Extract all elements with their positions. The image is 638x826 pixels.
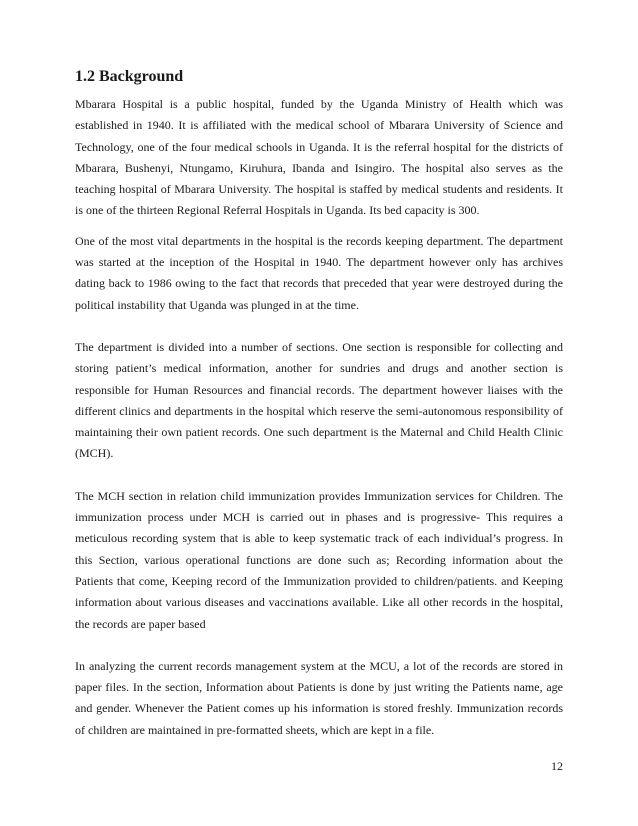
paragraph-spacer (75, 222, 563, 231)
page-number: 12 (551, 759, 563, 773)
paragraph-spacer (75, 316, 563, 337)
paragraph-hospital-overview: Mbarara Hospital is a public hospital, funded by the Uganda Ministry of Health which was established in 1940. It is affiliated with the medical school of Mbarara University of Science and Technology, one of the four medical schools in Uganda. It is the referral hospital for the districts of Mbarara, Bushenyi, Ntungamo, Kiruhura, Ibanda and Isingiro. The hospital also serves as the teaching hospital of Mbarara University. The hospital is staffed by medical students and residents. It is one of the thirteen Regional Referral Hospitals in Uganda. Its bed capacity is 300. (75, 97, 563, 218)
paragraph-spacer (75, 465, 563, 486)
paragraph-spacer (75, 635, 563, 656)
paragraph-current-system: In analyzing the current records management system at the MCU, a lot of the records are stored in paper files. In the section, Information about Patients is done by just writing the Patients name, age and gender. Whenever the Patient comes up his information is stored freshly. Immunization records of children are maintained in pre-formatted sheets, which are kept in a file. (75, 658, 563, 737)
paragraph-department-sections: The department is divided into a number of sections. One section is responsible for collecting and storing patient’s medical information, another for sundries and drugs and another section is responsible for Human Resources and financial records. The department however liaises with the different clinics and departments in the hospital which reserve the semi-autonomous responsibility of maintaining their own patient records. One such department is the Maternal and Child Health Clinic (MCH). (75, 339, 563, 461)
paragraph-mch-immunization: The MCH section in relation child immunization provides Immunization services for Children. The immunization process under MCH is carried out in phases and is progressive- This requires a meticulous recording system that is able to keep systematic track of each individual’s progress. In this Section, various operational functions are done such as; Recording information about the Patients that come, Keeping record of the Immunization provided to children/patients. and Keeping information about various diseases and vaccinations available. Like all other records in the hospital, the records are paper based (75, 488, 563, 631)
paragraph-records-department: One of the most vital departments in the hospital is the records keeping department. The department was started at the inception of the Hospital in 1940. The department however only has archives dating back to 1986 owing to the fact that records that preceded that year were destroyed during the political instability that Uganda was plunged in at the time. (75, 233, 563, 312)
section-heading: 1.2 Background (75, 68, 184, 85)
document-page (75, 66, 563, 741)
